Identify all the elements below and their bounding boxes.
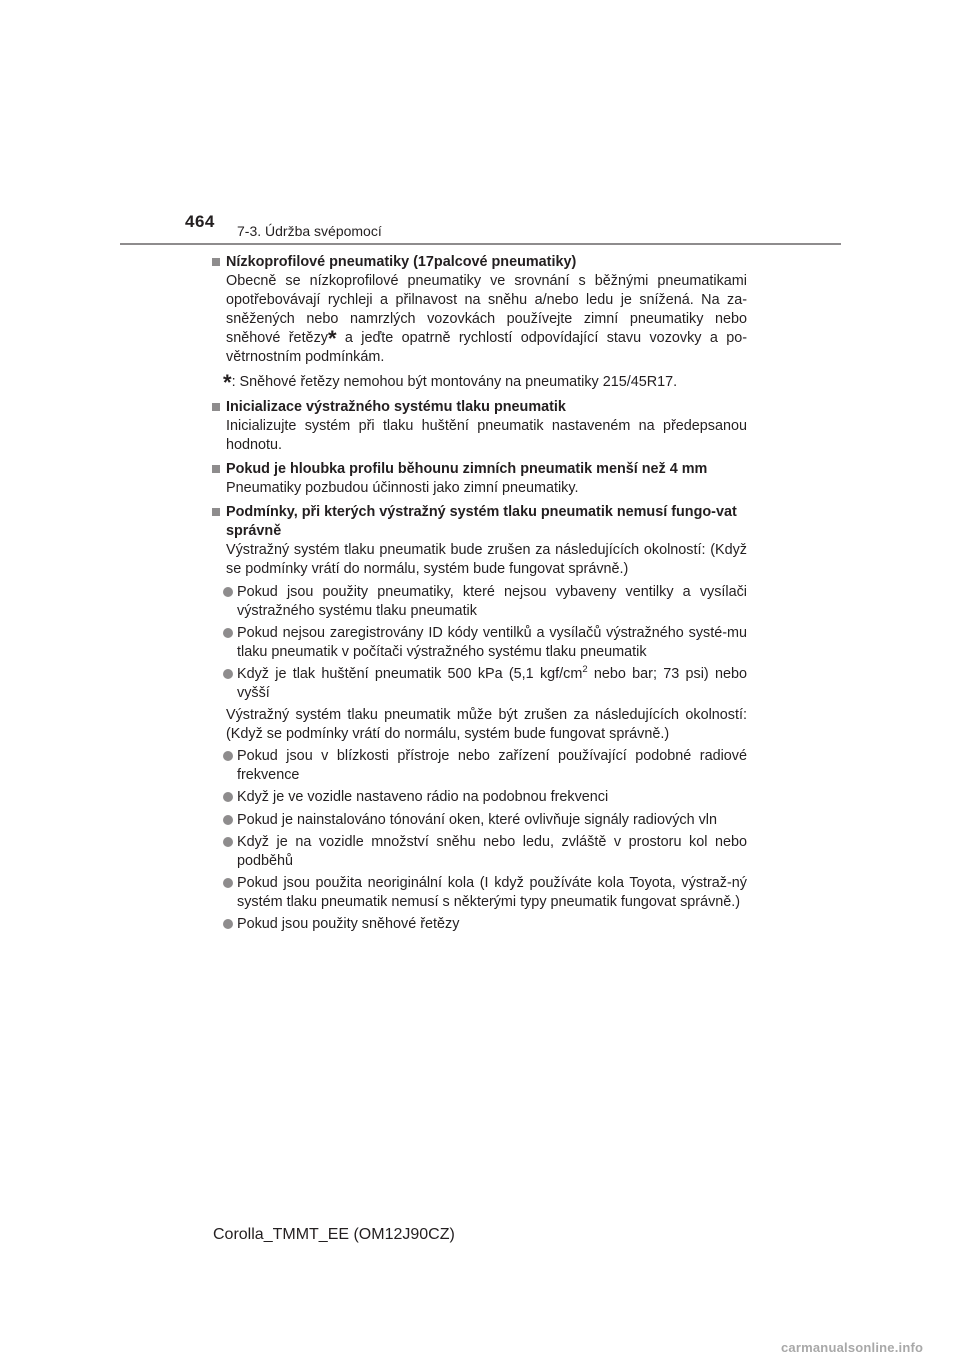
section-intro: Výstražný systém tlaku pneumatik může být zrušen za následujících okolností: (Když se podmínky vrátí do normálu, systém bude fungovat správně.): [226, 707, 747, 743]
list-item: [223, 665, 747, 703]
square-bullet-icon: [212, 508, 220, 516]
round-bullet-icon: [223, 792, 233, 802]
list-item-text: Pokud nejsou zaregistrovány ID kódy ventilků a vysílačů výstražného systé-mu tlaku pneumatik v počítači výstražného systému tlaku pneumatik: [237, 624, 747, 660]
footnote-marker: *: [327, 326, 337, 352]
square-bullet-icon: [212, 258, 220, 266]
section-heading: [211, 398, 747, 417]
footnote: [223, 369, 747, 395]
page-number: 464: [185, 212, 215, 231]
section-intro: Výstražný systém tlaku pneumatik bude zrušen za následujících okolností: (Když se podmínky vrátí do normálu, systém bude fungovat správně.): [226, 542, 747, 578]
section-tread-depth: [211, 460, 747, 498]
list-item-text: Pokud je nainstalováno tónování oken, které ovlivňuje signály radiových vln: [237, 811, 717, 828]
page-footer: Corolla_TMMT_EE (OM12J90CZ): [213, 1226, 455, 1243]
body-text: Obecně se nízkoprofilové pneumatiky ve srovnání s běžnými pneumatikami opotřebovávají rychleji a přilnavost na sněhu a/nebo ledu je snížená. Na za-sněžených nebo namrzlých vozovkách používejte zimní pneumatiky nebo sněhové řetězy: [226, 273, 747, 347]
section-heading-text: Inicializace výstražného systému tlaku pneumatik: [226, 398, 566, 415]
list-item-text: Když je ve vozidle nastaveno rádio na podobnou frekvenci: [237, 789, 609, 806]
section-low-profile-tires: [211, 253, 747, 395]
round-bullet-icon: [223, 587, 233, 597]
list-item: [223, 583, 747, 621]
header-divider: [120, 243, 841, 245]
list-item-text: [237, 665, 747, 703]
section-body: Pneumatiky pozbudou účinnosti jako zimní pneumatiky.: [226, 480, 579, 497]
section-title: 7-3. Údržba svépomocí: [237, 223, 382, 239]
footnote-text: : Sněhové řetězy nemohou být montovány na pneumatiky 215/45R17.: [231, 373, 678, 390]
footnote-marker: *: [223, 369, 232, 395]
list-item-text: Pokud jsou použity pneumatiky, které nejsou vybaveny ventilky a vysílači výstražného systému tlaku pneumatik: [237, 583, 747, 619]
superscript: 2: [582, 664, 588, 676]
list-item: [223, 874, 747, 912]
section-tpws-initialization: [211, 398, 747, 455]
round-bullet-icon: [223, 919, 233, 929]
section-tpws-conditions: [211, 503, 747, 934]
section-heading: [211, 503, 747, 541]
round-bullet-icon: [223, 751, 233, 761]
list-item: [223, 915, 747, 934]
list-item-text-part: nebo bar; 73 psi) nebo vyšší: [237, 665, 747, 701]
section-body: Inicializujte systém při tlaku huštění pneumatik nastaveném na předepsanou hodnotu.: [226, 417, 747, 453]
square-bullet-icon: [212, 403, 220, 411]
round-bullet-icon: [223, 669, 233, 679]
section-heading-text: Pokud je hloubka profilu běhounu zimních pneumatik menší než 4 mm: [226, 460, 708, 477]
list-item-text: Pokud jsou v blízkosti přístroje nebo zařízení používající podobné radiové frekvence: [237, 748, 747, 784]
round-bullet-icon: [223, 628, 233, 638]
list-item-text-part: Když je tlak huštění pneumatik 500 kPa (5,1 kgf/cm: [237, 665, 583, 682]
list-item-text: Když je na vozidle množství sněhu nebo ledu, zvláště v prostoru kol nebo podběhů: [237, 833, 747, 869]
round-bullet-icon: [223, 815, 233, 825]
page-content: [211, 253, 747, 939]
body-text: a jeďte opatrně rychlostí odpovídající stavu vozovky a po-větrnostním podmínkám.: [226, 330, 747, 366]
section-heading: [211, 253, 747, 272]
list-item: [223, 624, 747, 662]
list-item: [223, 833, 747, 871]
section-heading-text: Nízkoprofilové pneumatiky (17palcové pneumatiky): [226, 254, 577, 270]
list-item: [223, 811, 747, 830]
list-item: [223, 788, 747, 807]
section-heading-text: Podmínky, při kterých výstražný systém tlaku pneumatik nemusí fungo-vat správně: [226, 504, 737, 540]
section-body: [226, 272, 747, 367]
watermark-link[interactable]: carmanualsonline.info: [781, 1340, 924, 1355]
round-bullet-icon: [223, 837, 233, 847]
round-bullet-icon: [223, 878, 233, 888]
list-item-text: Pokud jsou použita neoriginální kola (I když používáte kola Toyota, výstraž-ný systém tlaku pneumatik nemusí s některými typy pneumatik fungovat správně.): [237, 874, 747, 910]
list-item: [223, 747, 747, 785]
list-item-text: Pokud jsou použity sněhové řetězy: [237, 916, 460, 932]
square-bullet-icon: [212, 465, 220, 473]
section-heading: [211, 460, 747, 479]
